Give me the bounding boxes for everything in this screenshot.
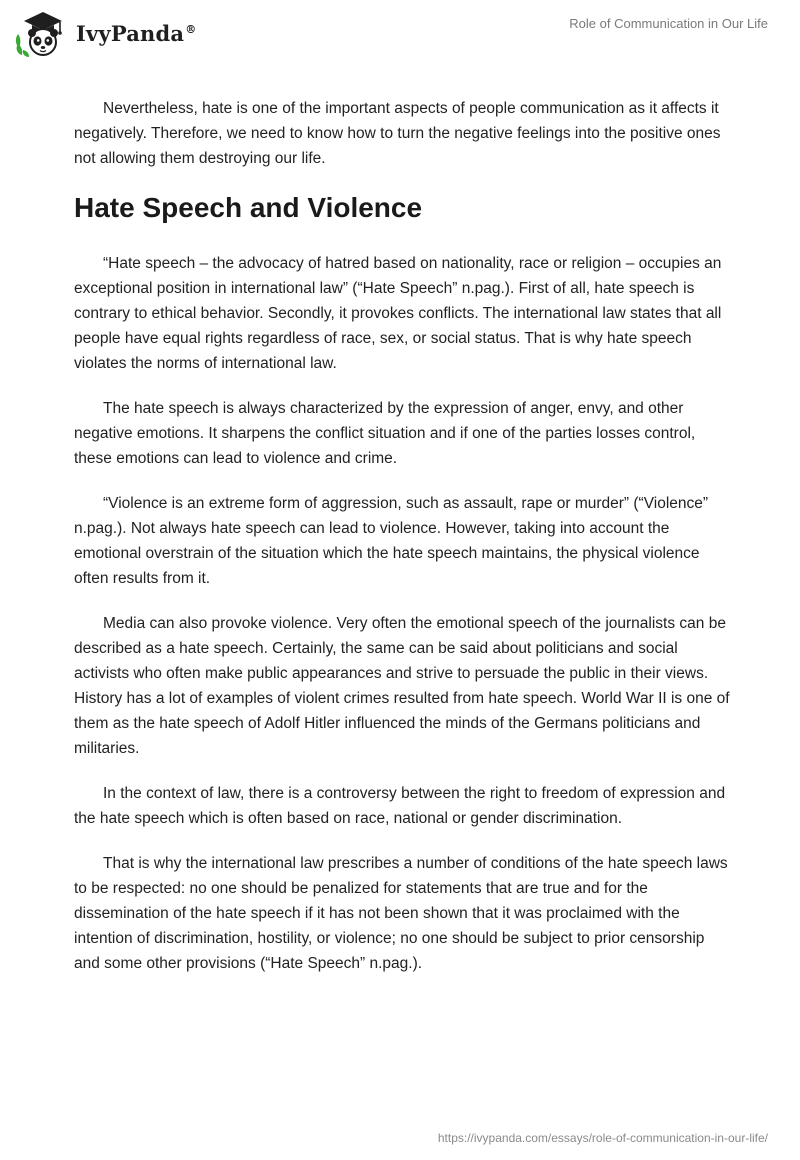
paragraph: That is why the international law prescribes a number of conditions of the hate speech laws to be respected: no one should be penalized for statements that are true and for the dissemination of the hate speech if it has not been shown that it was proclaimed with the intention of discrimination, hostility, or violence; no one should be subject to prior censorship and some other provisions (“Hate Speech” n.pag.). [74, 855, 728, 972]
paragraph: “Violence is an extreme form of aggression, such as assault, rape or murder” (“Violence” n.pag.). Not always hate speech can lead to violence. However, taking into account the emotional overstrain of the situation which the hate speech maintains, the physical violence often results from it. [74, 495, 709, 587]
registered-mark: ® [185, 22, 197, 36]
brand-name: IvyPanda® [76, 20, 197, 46]
ivypanda-logo[interactable] [14, 8, 196, 58]
paragraph: “Hate speech – the advocacy of hatred based on nationality, race or religion – occupies an exceptional position in international law” (“Hate Speech” n.pag.). First of all, hate speech is contrary to ethical behavior. Secondly, it provokes conflicts. The international law states that all people have equal rights regardless of race, sex, or social status. That is why hate speech violates the norms of international law. [74, 255, 722, 372]
paragraph: The hate speech is always characterized by the expression of anger, envy, and other negative emotions. It sharpens the conflict situation and if one of the parties losses control, these emotions can lead to violence and crime. [74, 400, 696, 467]
document-title: Role of Communication in Our Life [569, 16, 768, 31]
footer-url-link[interactable]: https://ivypanda.com/essays/role-of-communication-in-our-life/ [437, 1131, 768, 1145]
page-header [0, 0, 800, 64]
panda-logo-icon [14, 8, 72, 58]
intro-paragraph: Nevertheless, hate is one of the important aspects of people communication as it affects it negatively. Therefore, we need to know how to turn the negative feelings into the positive ones not allowing them destroying our life. [74, 100, 721, 167]
essay-content [74, 96, 734, 996]
paragraph: Media can also provoke violence. Very often the emotional speech of the journalists can be described as a hate speech. Certainly, the same can be said about politicians and social activists who often make public appearances and strive to persuade the public in their views. History has a lot of examples of violent crimes resulted from hate speech. World War II is one of them as the hate speech of Adolf Hitler influenced the minds of the Germans politicians and militaries. [74, 615, 730, 757]
paragraph: In the context of law, there is a controversy between the right to freedom of expression and the hate speech which is often based on race, national or gender discrimination. [74, 785, 726, 827]
section-heading: Hate Speech and Violence [74, 192, 423, 223]
